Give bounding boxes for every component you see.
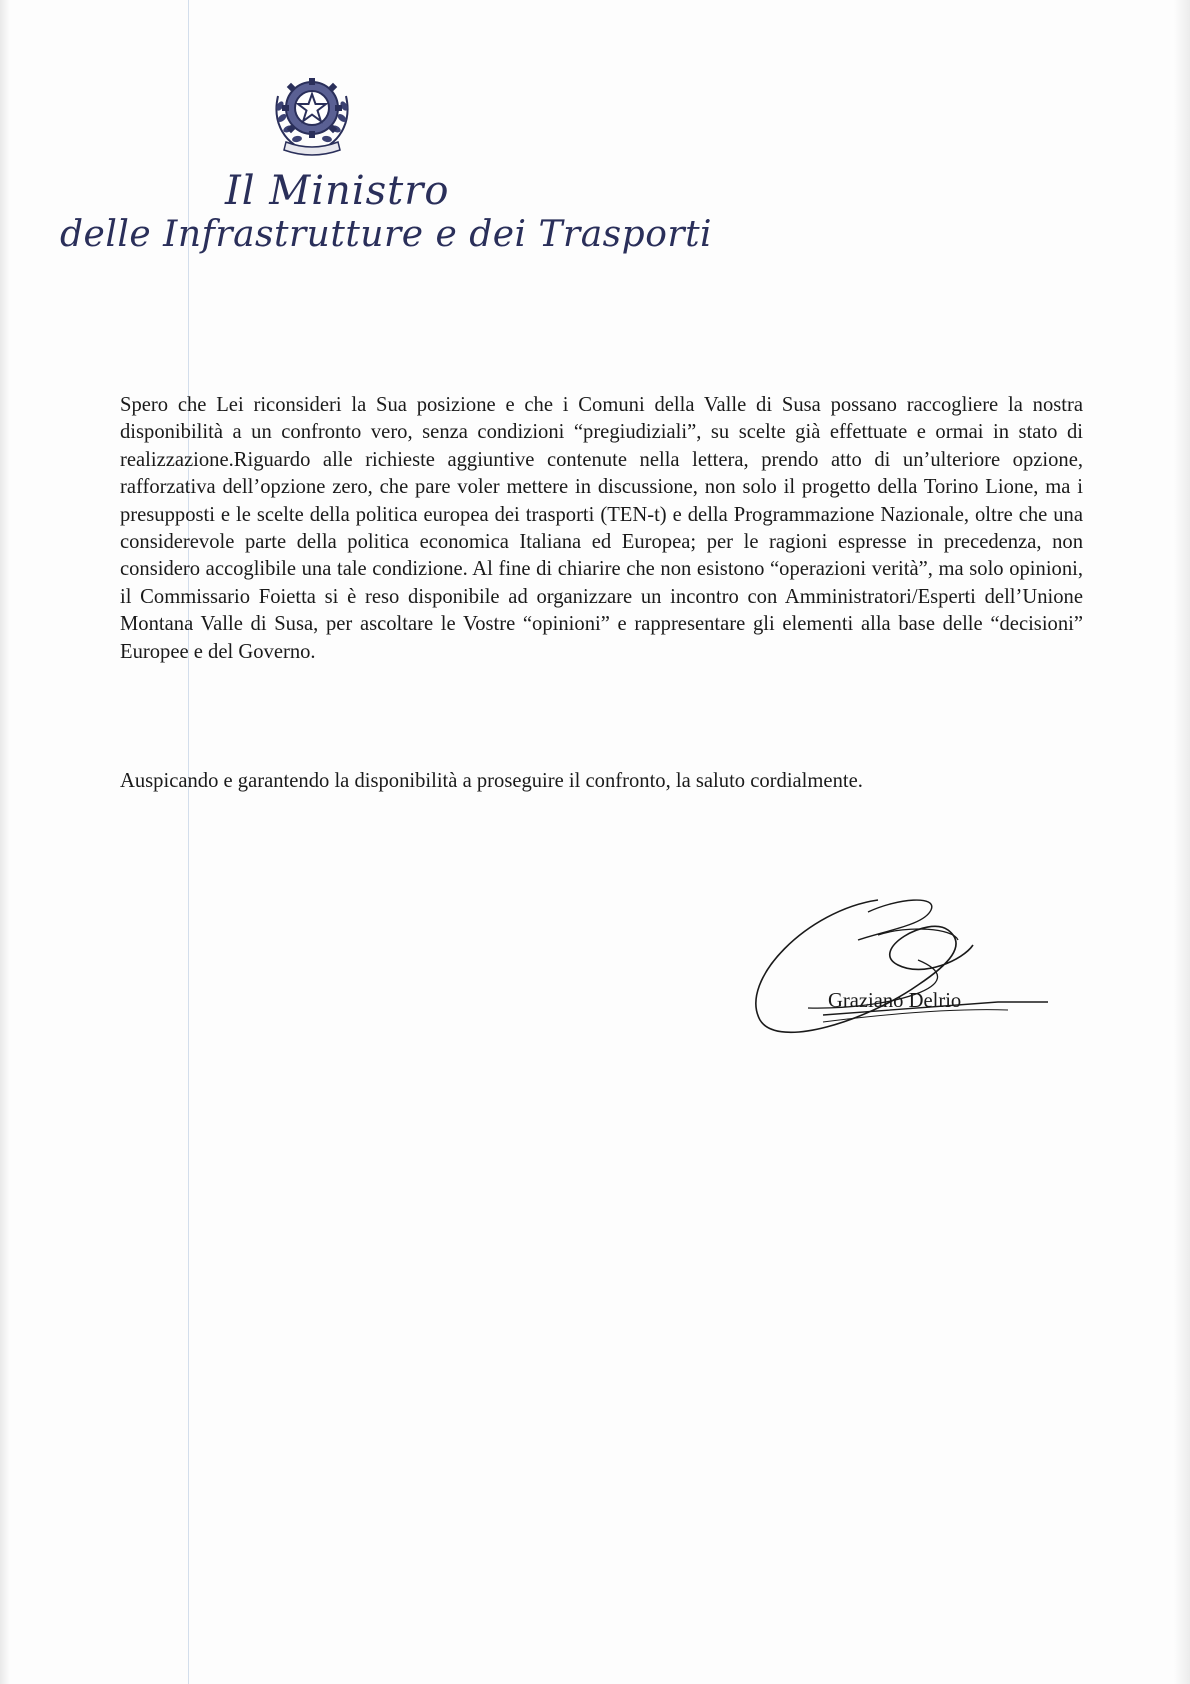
scan-edge-right: [1174, 0, 1190, 1684]
closing-paragraph: Auspicando e garantendo la disponibilità a proseguire il confronto, la saluto cordialmente.: [120, 770, 863, 792]
ministry-title-line-2: delle Infrastrutture e dei Trasporti: [60, 214, 713, 255]
ministry-title-line-1: Il Ministro: [225, 168, 450, 214]
signature-block: [748, 890, 1078, 1060]
letter-body: [120, 392, 1083, 666]
ministry-letterhead: [60, 168, 713, 278]
italian-republic-emblem-icon: [268, 66, 356, 158]
body-paragraph: Spero che Lei riconsideri la Sua posizione e che i Comuni della Valle di Susa possano raccogliere la nostra disponibilità a un confronto vero, senza condizioni “pregiudiziali”, su scelte già effettuate e ormai in stato di realizzazione.Riguardo alle richieste aggiuntive contenute nella lettera, prendo atto di un’ulteriore opzione, rafforzativa dell’opzione zero, che pare voler mettere in discussione, non solo il progetto della Torino Lione, ma i presupposti e le scelte della politica europea dei trasporti (TEN-t) e della Programmazione Nazionale, oltre che una considerevole parte della politica economica Italiana ed Europea; per le ragioni espresse in precedenza, non considero accoglibile una tale condizione. Al fine di chiarire che non esistono “operazioni verità”, ma solo opinioni, il Commissario Foietta si è reso disponibile ad organizzare un incontro con Amministratori/Esperti dell’Unione Montana Valle di Susa, per ascoltare le Vostre “opinioni” e rappresentare gli elementi alla base delle “decisioni” Europee e del Governo.: [120, 394, 1083, 663]
scan-edge-left: [0, 0, 10, 1684]
handwritten-signature-icon: [748, 890, 1078, 1060]
signer-name: Graziano Delrio: [828, 990, 962, 1012]
